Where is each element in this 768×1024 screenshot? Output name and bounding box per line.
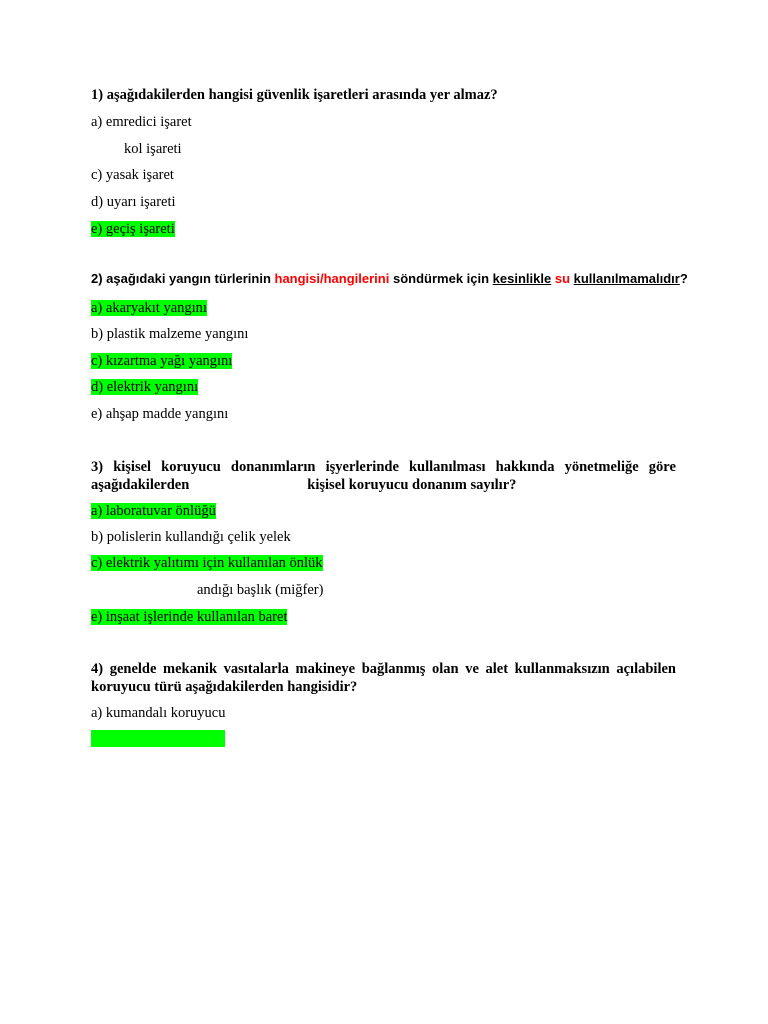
q1-option-a: a) emredici işaret	[91, 114, 192, 130]
q2-option-a	[91, 299, 207, 317]
q4-highlighted-blank	[91, 730, 225, 747]
q4-word: alet	[485, 661, 509, 677]
q3-option-e	[91, 608, 287, 626]
q3-line2-end: kişisel koruyucu donanım sayılır?	[307, 477, 517, 493]
q1-option-e-highlight: e) geçiş işareti	[91, 221, 175, 237]
q4-line-2: koruyucu türü aşağıdakilerden hangisidir?	[91, 679, 358, 695]
q2-option-c-highlight: c) kızartma yağı yangını	[91, 353, 233, 369]
q4-word: bağlanmış	[361, 661, 426, 677]
q4-word: ve	[465, 661, 479, 677]
q3-word: işyerlerinde	[325, 459, 399, 475]
q2-option-c	[91, 352, 232, 370]
q4-word: mekanik	[163, 661, 218, 677]
question-2	[91, 270, 688, 288]
q4-word: kullanmaksızın	[514, 661, 610, 677]
q3-word: göre	[648, 459, 676, 475]
q3-line-2	[91, 476, 676, 494]
q3-line-1	[91, 458, 676, 476]
q4-line-1	[91, 660, 676, 678]
q3-word: donanımların	[230, 459, 316, 475]
q1-option-e	[91, 220, 175, 238]
question-3	[91, 458, 676, 494]
q4-word: 4)	[91, 661, 104, 677]
q3-option-a	[91, 502, 216, 520]
q2-part: ?	[679, 271, 688, 286]
q3-word: kişisel	[113, 459, 152, 475]
q3-option-a-highlight: a) laboratuvar önlüğü	[91, 503, 216, 519]
q4-word: açılabilen	[616, 661, 676, 677]
q2-option-d-highlight: d) elektrik yangını	[91, 379, 199, 395]
q3-option-b: b) polislerin kullandığı çelik yelek	[91, 529, 291, 545]
q2-option-e: e) ahşap madde yangını	[91, 406, 229, 422]
q4-word: vasıtalarla	[223, 661, 289, 677]
q2-part: 2) aşağıdaki yangın türlerinin	[91, 271, 275, 286]
q3-word: yönetmeliğe	[564, 459, 639, 475]
q4-word: makineye	[295, 661, 356, 677]
q3-word: 3)	[91, 459, 104, 475]
q2-part-red: su	[554, 271, 571, 286]
q3-option-c	[91, 554, 323, 572]
q3-line2-start: aşağıdakilerden	[91, 477, 190, 493]
q2-part: söndürmek için	[389, 271, 493, 286]
q1-option-b: kol işareti	[124, 141, 182, 157]
q2-option-d	[91, 378, 198, 396]
q3-option-e-highlight: e) inşaat işlerinde kullanılan baret	[91, 609, 288, 625]
q3-word: hakkında	[495, 459, 555, 475]
q2-option-b: b) plastik malzeme yangını	[91, 326, 249, 342]
question-1: 1) aşağıdakilerden hangisi güvenlik işaretleri arasında yer almaz?	[91, 87, 498, 103]
q2-part-underlined: kullanılmamalıdır	[573, 271, 680, 286]
q3-option-d: andığı başlık (miğfer)	[197, 582, 324, 598]
q4-word: olan	[432, 661, 459, 677]
q3-word: koruyucu	[161, 459, 221, 475]
question-4	[91, 660, 676, 696]
q2-part-underlined: kesinlikle	[492, 271, 552, 286]
q1-option-c: c) yasak işaret	[91, 167, 174, 183]
q1-option-d: d) uyarı işareti	[91, 194, 176, 210]
q2-part-red: hangisi/hangilerini	[274, 271, 390, 286]
q4-option-a: a) kumandalı koruyucu	[91, 705, 226, 721]
q4-word: genelde	[109, 661, 157, 677]
q3-option-c-highlight: c) elektrik yalıtımı için kullanılan önlük	[91, 555, 323, 571]
q2-option-a-highlight: a) akaryakıt yangını	[91, 300, 207, 316]
q3-word: kullanılması	[408, 459, 486, 475]
